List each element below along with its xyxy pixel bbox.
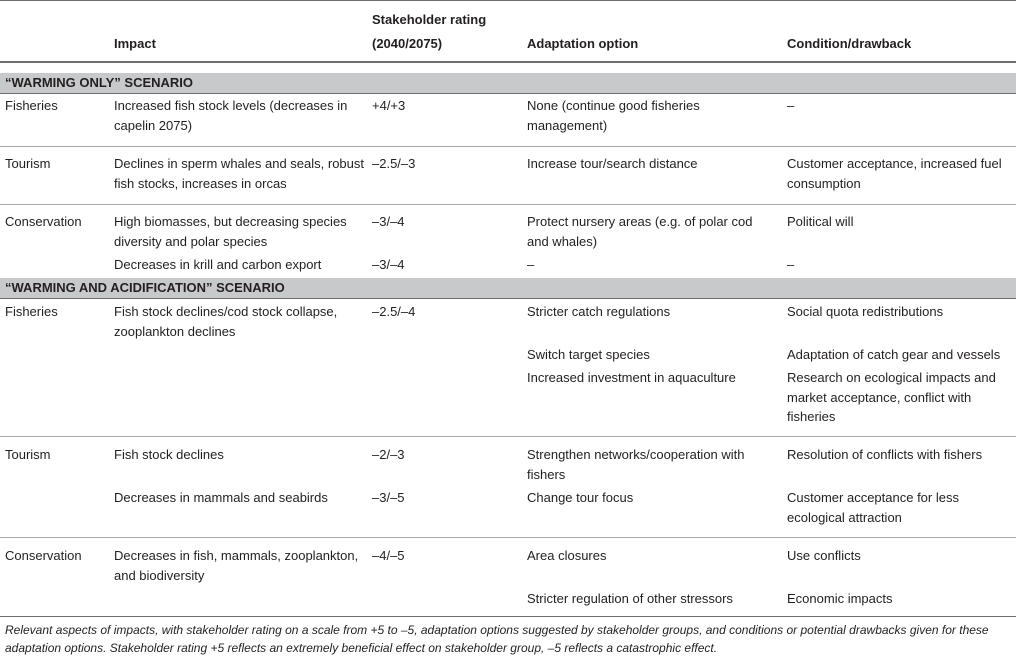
cell-impact: Decreases in mammals and seabirds [114,490,328,505]
cell-group: Fisheries [5,304,58,319]
section-rule [0,298,1016,299]
cell-condition: Political will [787,214,854,229]
cell-adaptation: Increase tour/search distance [527,156,698,171]
header-impact: Impact [114,36,156,51]
cell-adaptation: Change tour focus [527,490,634,505]
cell-rating: –2/–3 [372,447,405,462]
row-rule [0,537,1016,538]
row-rule [0,146,1016,147]
header-rule [0,61,1016,63]
cell-impact: Increased fish stock levels (decreases in capelin 2075) [114,98,348,133]
cell-group: Tourism [5,156,51,171]
table-caption: Relevant aspects of impacts, with stakeholder rating on a scale from +5 to –5, adaptation options suggested by stakeholder groups, and conditions or potential drawbacks given for these adaptation options. Stakeholder rating +5 reflects an extremely beneficial effect on stakeholder group, –5 reflects a catastrophic effect. [5,623,989,655]
section-title: “WARMING ONLY” SCENARIO [5,75,194,90]
header-rating-line1: Stakeholder rating [372,12,487,27]
cell-impact: Declines in sperm whales and seals, robust fish stocks, increases in orcas [114,156,365,191]
row-rule [0,204,1016,205]
cell-condition: Social quota redistributions [787,304,944,319]
cell-impact: High biomasses, but decreasing species diversity and polar species [114,214,347,249]
cell-condition: Economic impacts [787,591,893,606]
cell-adaptation: Area closures [527,548,607,563]
section-band-warming-acidification [0,278,1016,298]
cell-rating: –2.5/–4 [372,304,416,319]
cell-adaptation: Stricter catch regulations [527,304,671,319]
cell-impact: Decreases in fish, mammals, zooplankton, and biodiversity [114,548,359,583]
cell-group: Tourism [5,447,51,462]
cell-condition: Resolution of conflicts with fishers [787,447,983,462]
table-bottom-rule [0,616,1016,617]
section-rule [0,93,1016,94]
header-adaptation: Adaptation option [527,36,639,51]
cell-adaptation: Protect nursery areas (e.g. of polar cod and whales) [527,214,753,249]
cell-adaptation: Switch target species [527,347,650,362]
cell-adaptation: Increased investment in aquaculture [527,370,736,385]
cell-condition: – [787,98,795,113]
cell-adaptation: – [527,257,535,272]
cell-condition: – [787,257,795,272]
cell-rating: –3/–5 [372,490,405,505]
cell-condition: Adaptation of catch gear and vessels [787,347,1001,362]
cell-condition: Use conflicts [787,548,861,563]
cell-condition: Customer acceptance, increased fuel consumption [787,156,1002,191]
cell-rating: +4/+3 [372,98,406,113]
cell-adaptation: Strengthen networks/cooperation with fishers [527,447,745,482]
header-condition: Condition/drawback [787,36,912,51]
cell-condition: Research on ecological impacts and market acceptance, conflict with fisheries [787,370,996,424]
section-title: “WARMING AND ACIDIFICATION” SCENARIO [5,280,285,295]
cell-adaptation: None (continue good fisheries management) [527,98,700,133]
cell-group: Fisheries [5,98,58,113]
cell-rating: –3/–4 [372,214,405,229]
table-header [0,0,1016,61]
header-rating-line2: (2040/2075) [372,36,443,51]
cell-group: Conservation [5,548,82,563]
cell-condition: Customer acceptance for less ecological attraction [787,490,959,525]
cell-impact: Fish stock declines/cod stock collapse, zooplankton declines [114,304,338,339]
cell-impact: Decreases in krill and carbon export [114,257,322,272]
cell-rating: –3/–4 [372,257,405,272]
cell-group: Conservation [5,214,82,229]
section-band-warming-only [0,73,1016,93]
cell-impact: Fish stock declines [114,447,224,462]
row-rule [0,436,1016,437]
cell-rating: –2.5/–3 [372,156,416,171]
cell-rating: –4/–5 [372,548,405,563]
cell-adaptation: Stricter regulation of other stressors [527,591,733,606]
